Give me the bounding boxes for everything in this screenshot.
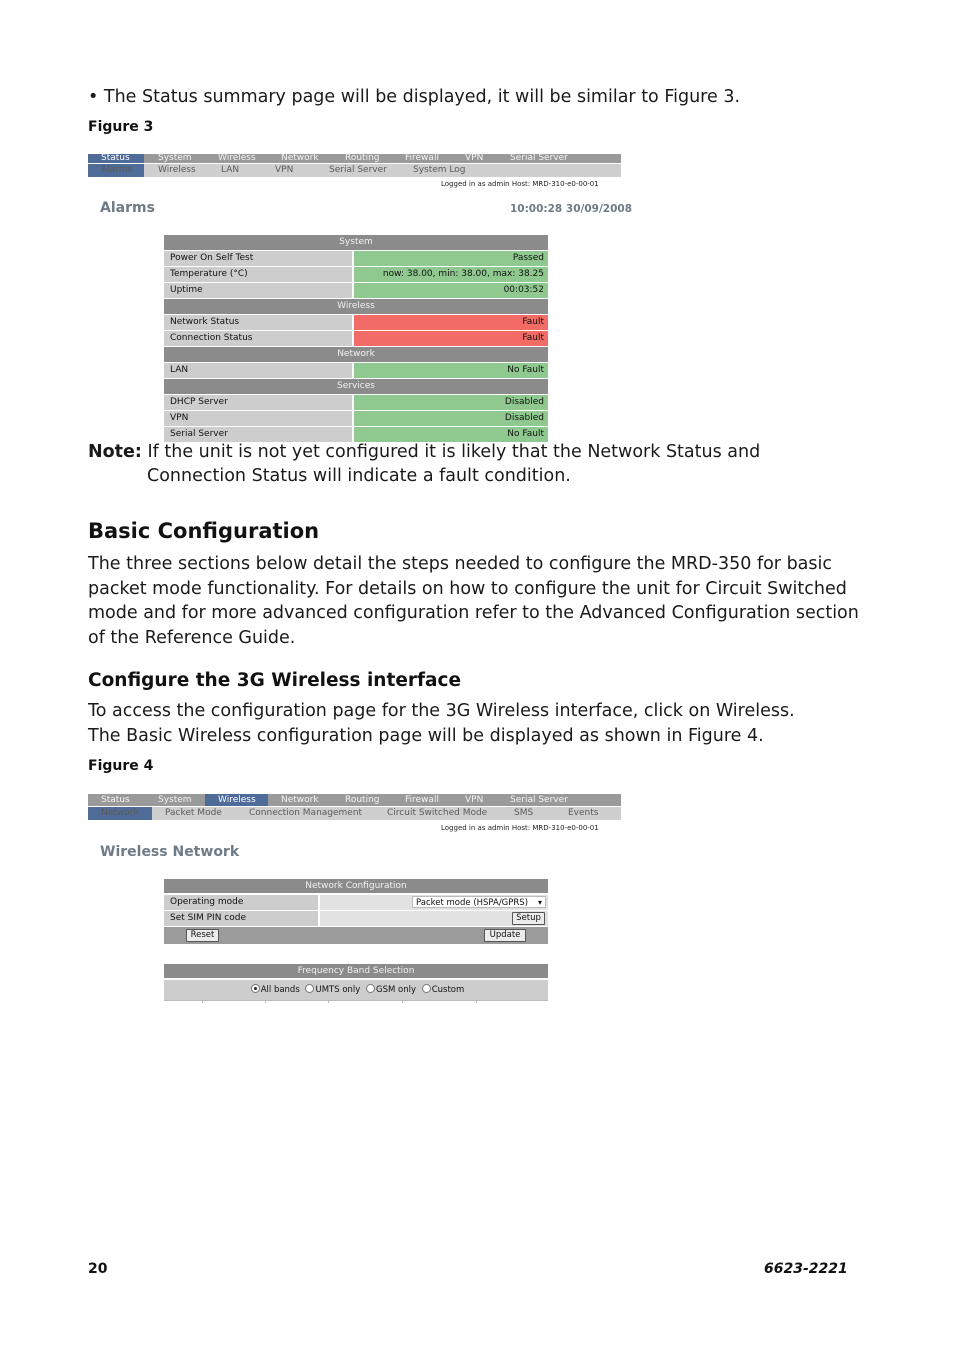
band-table-cut-edge	[164, 1000, 548, 1003]
fig3-subnav-vpn[interactable]: VPN	[275, 165, 294, 175]
row-label: Connection Status	[164, 331, 354, 346]
section-header-network: Network	[164, 347, 548, 363]
fig3-subnav-system-log[interactable]: System Log	[413, 165, 466, 175]
config-button-bar	[164, 927, 548, 944]
fig4-subnav-connection-management[interactable]: Connection Management	[249, 808, 363, 818]
dropdown-arrow-icon: ▾	[537, 898, 542, 907]
figure4-label: Figure 4	[88, 758, 154, 774]
fig4-nav-top	[88, 794, 621, 806]
wireless-line-2: The Basic Wireless configuration page will be displayed as shown in Figure 4.	[88, 726, 764, 746]
fig3-nav-system[interactable]: System	[158, 153, 192, 163]
radio-custom-label: Custom	[431, 985, 465, 995]
intro-line: • The Status summary page will be displayed, it will be similar to Figure 3.	[88, 87, 741, 107]
fig4-nav-network[interactable]: Network	[281, 795, 319, 805]
fig4-nav-routing[interactable]: Routing	[345, 795, 380, 805]
operating-mode-label: Operating mode	[164, 895, 320, 910]
note-paragraph	[88, 440, 760, 465]
radio-all-bands-label: All bands	[260, 985, 300, 995]
fig4-page-title: Wireless Network	[100, 844, 240, 860]
note-line2: Connection Status will indicate a fault condition.	[147, 466, 571, 486]
radio-custom[interactable]	[422, 984, 431, 993]
fig4-nav-vpn[interactable]: VPN	[465, 795, 484, 805]
table-row	[164, 315, 548, 331]
row-value: Fault	[354, 331, 548, 346]
fig4-nav-status[interactable]: Status	[101, 795, 130, 805]
table-row	[164, 267, 548, 283]
update-button[interactable]: Update	[484, 929, 526, 942]
document-number: 6623-2221	[764, 1261, 848, 1277]
basic-line-4: of the Reference Guide.	[88, 628, 296, 648]
operating-mode-value: Packet mode (HSPA/GPRS)	[416, 898, 529, 908]
row-value: No Fault	[354, 363, 548, 378]
fig4-nav-wireless[interactable]: Wireless	[205, 794, 268, 806]
row-value: Passed	[354, 251, 548, 266]
row-label: VPN	[164, 411, 354, 426]
table-row	[164, 363, 548, 379]
fig3-subnav-serial-server[interactable]: Serial Server	[329, 165, 387, 175]
row-label: Serial Server	[164, 427, 354, 442]
table-row	[164, 395, 548, 411]
fig4-frequency-band	[164, 964, 548, 1003]
heading-basic-configuration: Basic Configuration	[88, 519, 320, 543]
fig3-timestamp: 10:00:28 30/09/2008	[510, 203, 633, 215]
fig4-network-config	[164, 879, 548, 944]
row-label: Power On Self Test	[164, 251, 354, 266]
radio-gsm-only-label: GSM only	[376, 985, 416, 995]
fig3-nav-sub	[88, 164, 621, 177]
fig3-subnav-wireless[interactable]: Wireless	[158, 165, 196, 175]
row-value: Disabled	[354, 395, 548, 410]
section-header-wireless: Wireless	[164, 299, 548, 315]
fig3-status-table	[164, 235, 548, 443]
table-row	[164, 251, 548, 267]
page-number: 20	[88, 1261, 108, 1277]
table-row	[164, 411, 548, 427]
fig3-nav-serial-server[interactable]: Serial Server	[510, 153, 568, 163]
fig4-nav-system[interactable]: System	[158, 795, 192, 805]
fig3-nav-status[interactable]: Status	[88, 154, 144, 163]
band-options	[164, 980, 548, 1000]
row-label: Uptime	[164, 283, 354, 298]
row-label: LAN	[164, 363, 354, 378]
row-label: Network Status	[164, 315, 354, 330]
row-value: Disabled	[354, 411, 548, 426]
reset-button[interactable]: Reset	[186, 929, 219, 942]
row-value: No Fault	[354, 427, 548, 442]
radio-umts-only-label: UMTS only	[315, 985, 361, 995]
row-label: Temperature (°C)	[164, 267, 354, 282]
basic-line-1: The three sections below detail the steps needed to configure the MRD-350 for basic	[88, 554, 832, 574]
wireless-line-1: To access the configuration page for the 3G Wireless interface, click on Wireless.	[88, 701, 795, 721]
fig4-nav-firewall[interactable]: Firewall	[405, 795, 439, 805]
row-value: 00:03:52	[354, 283, 548, 298]
fig3-nav-network[interactable]: Network	[281, 153, 319, 163]
table-row	[164, 911, 548, 927]
fig3-page-title: Alarms	[100, 200, 155, 216]
fig3-nav-vpn[interactable]: VPN	[465, 153, 484, 163]
fig3-subnav-alarms[interactable]: Alarms	[88, 164, 144, 177]
fig4-subnav-events[interactable]: Events	[568, 808, 599, 818]
sim-pin-label: Set SIM PIN code	[164, 911, 320, 926]
fig4-subnav-sms[interactable]: SMS	[514, 808, 534, 818]
table-row	[164, 895, 548, 911]
fig3-nav-firewall[interactable]: Firewall	[405, 153, 439, 163]
row-value: Fault	[354, 315, 548, 330]
network-config-header: Network Configuration	[164, 879, 548, 895]
basic-line-3: mode and for more advanced configuration refer to the Advanced Configuration section	[88, 603, 859, 623]
fig4-nav-serial-server[interactable]: Serial Server	[510, 795, 568, 805]
band-selection-header: Frequency Band Selection	[164, 964, 548, 980]
table-row	[164, 283, 548, 299]
row-label: DHCP Server	[164, 395, 354, 410]
fig4-subnav-circuit-switched-mode[interactable]: Circuit Switched Mode	[387, 808, 488, 818]
radio-gsm-only[interactable]	[366, 984, 375, 993]
table-row	[164, 331, 548, 347]
heading-configure-wireless: Configure the 3G Wireless interface	[88, 670, 462, 691]
fig3-logged-in: Logged in as admin Host: MRD-310-e0-00-01	[441, 180, 599, 188]
operating-mode-select[interactable]	[412, 896, 546, 908]
basic-line-2: packet mode functionality. For details on how to configure the unit for Circuit Switched	[88, 579, 847, 599]
fig3-nav-wireless[interactable]: Wireless	[218, 153, 256, 163]
setup-button[interactable]: Setup	[512, 912, 545, 925]
fig3-nav-top	[88, 154, 621, 163]
section-header-services: Services	[164, 379, 548, 395]
row-value: now: 38.00, min: 38.00, max: 38.25	[354, 267, 548, 282]
radio-umts-only[interactable]	[305, 984, 314, 993]
note-label: Note:	[88, 442, 142, 462]
fig4-nav-sub	[88, 807, 621, 820]
note-line1: If the unit is not yet configured it is likely that the Network Status and	[147, 442, 761, 462]
section-header-system: System	[164, 235, 548, 251]
figure3-label: Figure 3	[88, 119, 154, 135]
fig4-subnav-packet-mode[interactable]: Packet Mode	[165, 808, 222, 818]
radio-all-bands[interactable]	[251, 984, 260, 993]
fig3-nav-routing[interactable]: Routing	[345, 153, 380, 163]
fig4-subnav-network[interactable]: Network	[88, 807, 152, 820]
fig4-logged-in: Logged in as admin Host: MRD-310-e0-00-01	[441, 824, 599, 832]
fig3-subnav-lan[interactable]: LAN	[221, 165, 240, 175]
